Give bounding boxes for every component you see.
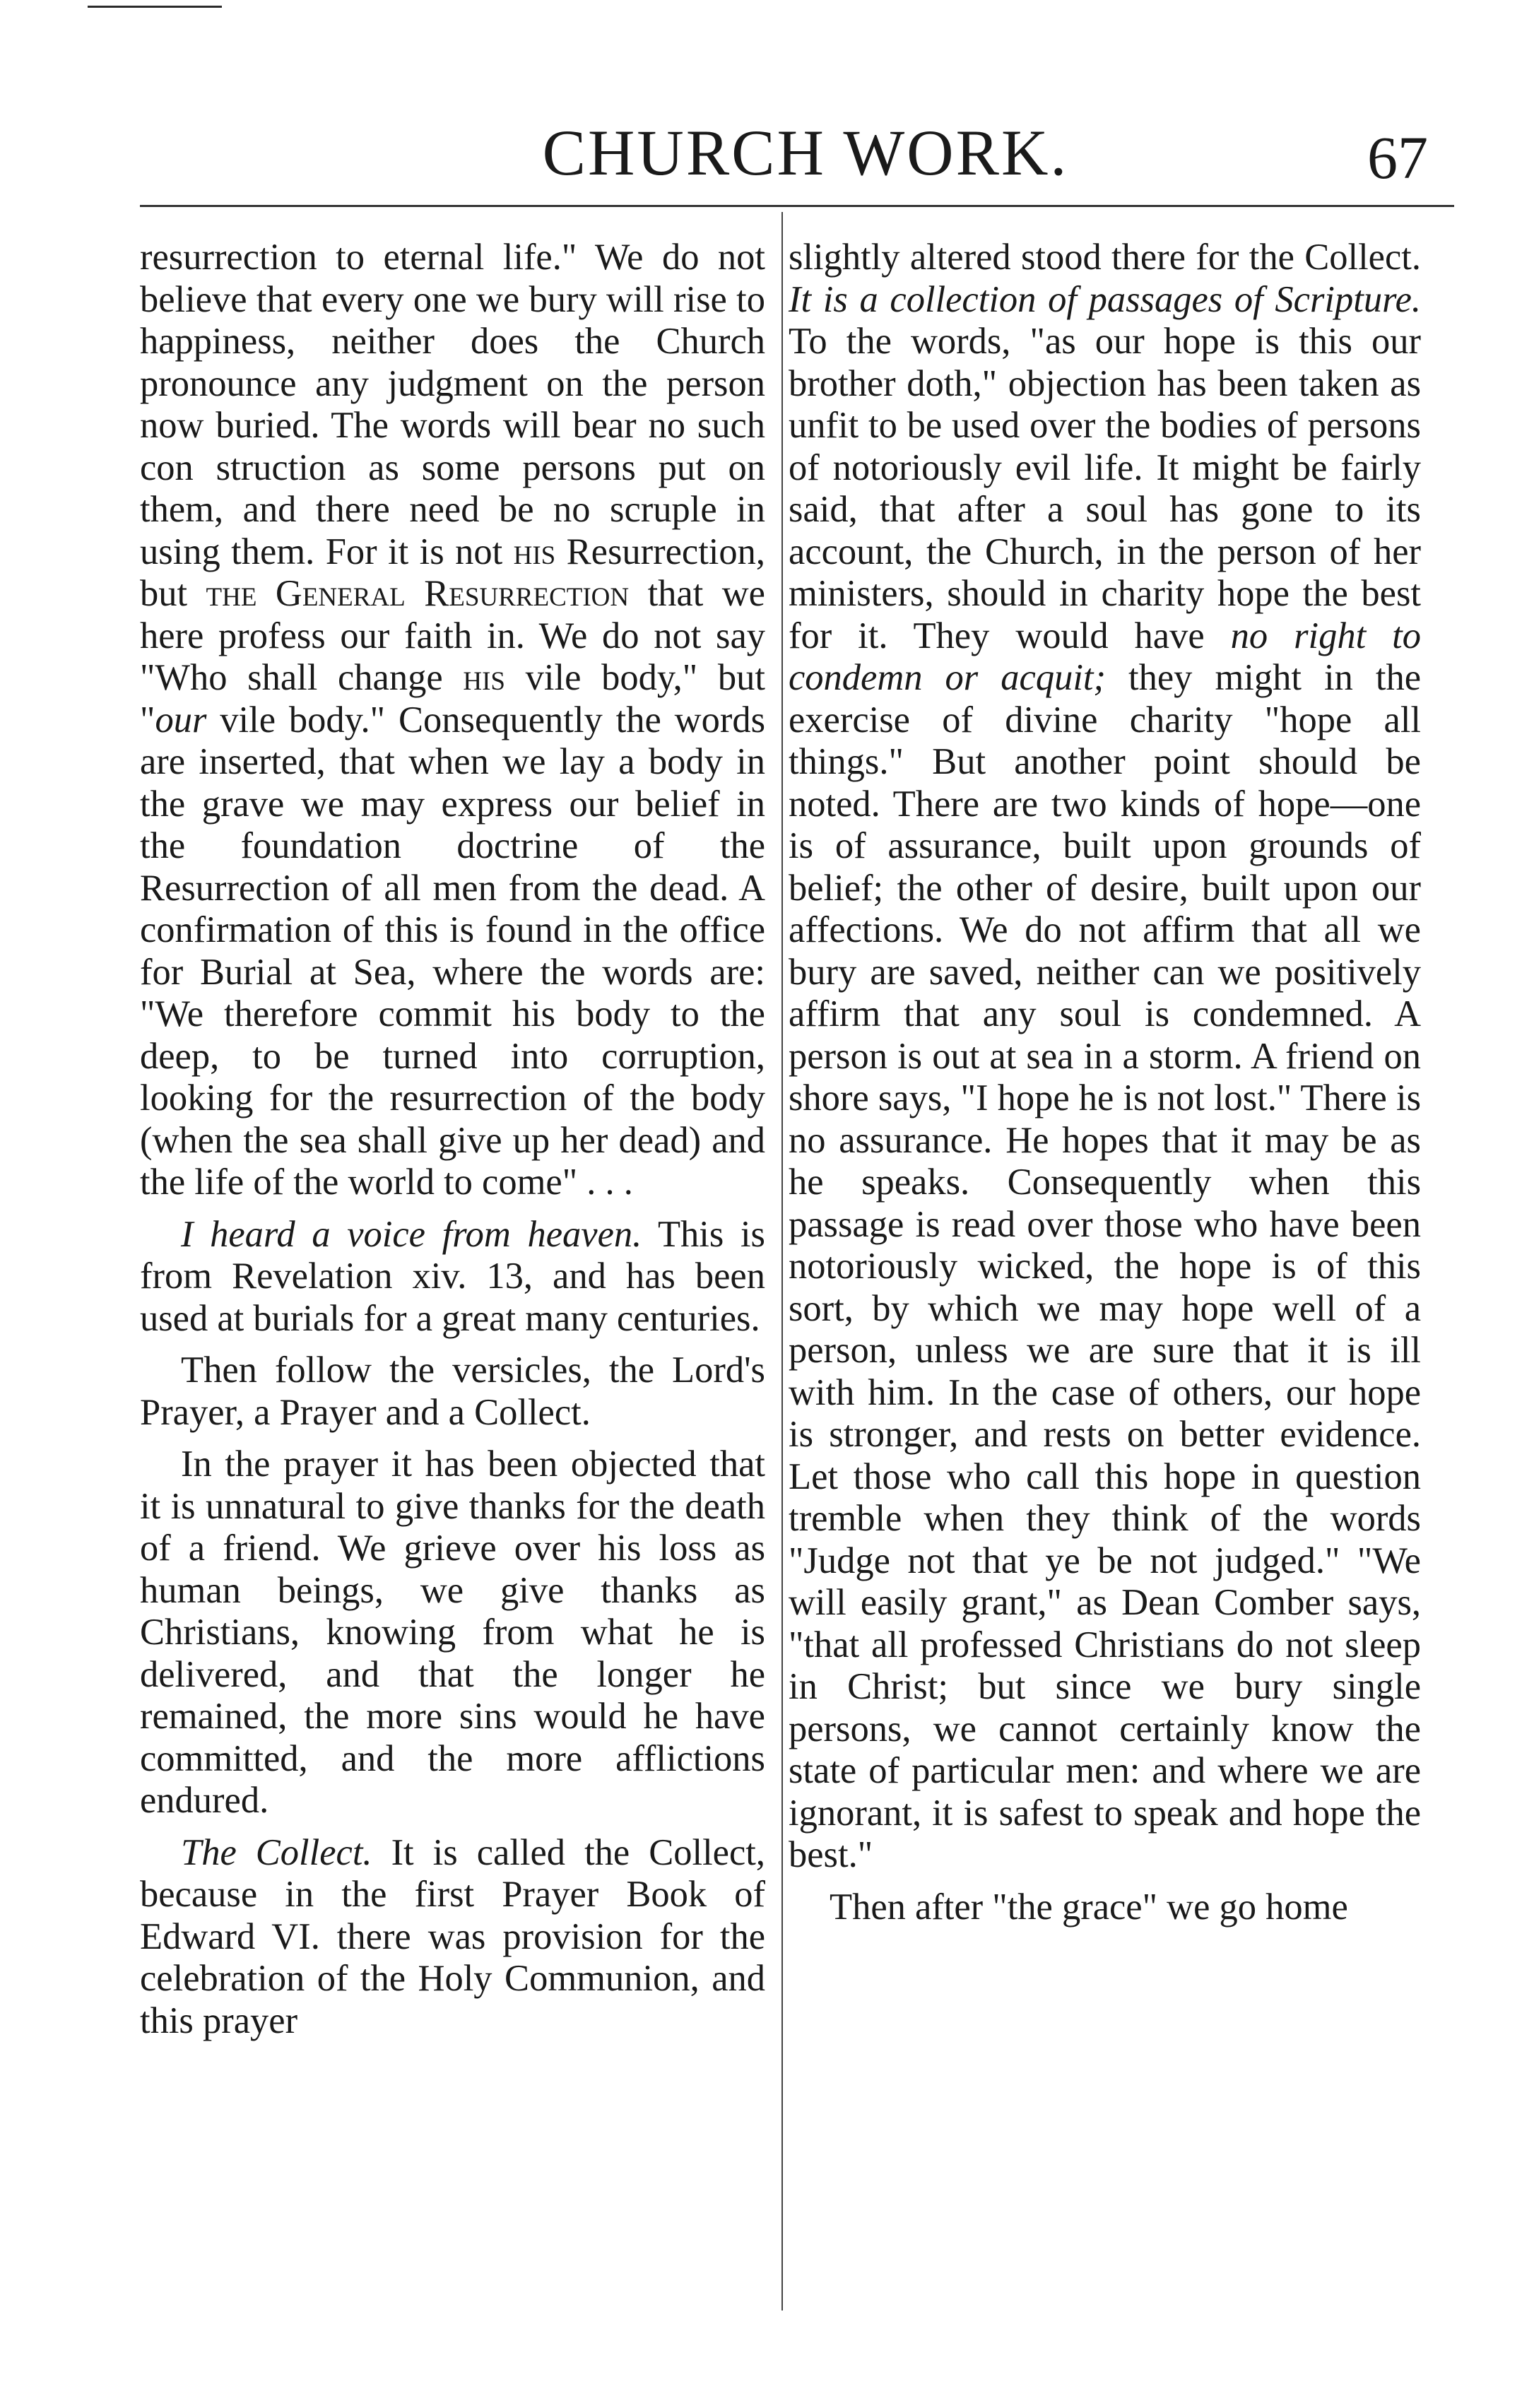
running-title: CHURCH WORK.: [542, 117, 1069, 189]
page-header: [0, 117, 1534, 205]
left-paragraph-3: Then follow the versicles, the Lord's Prayer, a Prayer and a Collect.: [140, 1350, 765, 1433]
column-divider: [781, 212, 783, 2310]
right-paragraph-2: Then after "the grace" we go home: [830, 1886, 1348, 1928]
left-column: [140, 237, 765, 2042]
page-number: 67: [1367, 124, 1428, 191]
right-paragraph-1: slightly altered stood there for the Collect. It is a collection of passages of Scripture. To the words, "as our hope is this our brother doth," objection has been taken as unfit to be used over the bodies of persons of notoriously evil life. It might be fairly said, that after a soul has gone to its account, the Church, in the person of her ministers, should in charity hope the best for it. They would have no right to condemn or acquit; they might in the exercise of divine charity "hope all things." But another point should be noted. There are two kinds of hope—one is of assurance, built upon grounds of belief; the other of desire, built upon our affections. We do not affirm that all we bury are saved, neither can we positively affirm that any soul is condemned. A person is out at sea in a storm. A friend on shore says, "I hope he is not lost." There is no assurance. He hopes that it may be as he speaks. Consequently when this passage is read over those who have been notoriously wicked, the hope is of this sort, by which we may hope well of a person, unless we are sure that it is ill with him. In the case of others, our hope is stronger, and rests on better evidence. Let those who call this hope in question tremble when they think of the words "Judge not that ye be not judged." "We will easily grant," as Dean Comber says, "that all professed Christians do not sleep in Christ; but since we bury single persons, we cannot certainly know the state of particular men: and where we are ignorant, it is safest to speak and hope the best.": [789, 237, 1422, 1875]
right-column: [789, 237, 1421, 1928]
header-rule: [140, 205, 1454, 207]
left-paragraph-5: The Collect. It is called the Collect, because in the first Prayer Book of Edward VI. there was provision for the celebration of the Holy Communion, and this prayer: [140, 1831, 766, 2041]
top-rule-mark: [88, 6, 222, 8]
left-paragraph-4: In the prayer it has been objected that it is unnatural to give thanks for the death of a friend. We grieve over his loss as human beings, we give thanks as Christians, knowing from what he is delivered, and that the longer he remained, the more sins would he have committed, and the more afflictions endured.: [140, 1444, 765, 1821]
left-paragraph-2: I heard a voice from heaven. This is from Revelation xiv. 13, and has been used at burials for a great many centuries.: [140, 1213, 765, 1339]
left-paragraph-1: resurrection to eternal life." We do not believe that every one we bury will rise to happiness, neither does the Church pronounce any judgment on the person now buried. The words will bear no such con struction as some persons put on them, and there need be no scruple in using them. For it is not his Resurrection, but the General Resurrection that we here profess our faith in. We do not say "Who shall change his vile body," but "our vile body." Consequently the words are inserted, that when we lay a body in the grave we may express our belief in the foundation doctrine of the Resurrection of all men from the dead. A confirmation of this is found in the office for Burial at Sea, where the words are: "We therefore commit his body to the deep, to be turned into corruption, looking for the resurrection of the body (when the sea shall give up her dead) and the life of the world to come" . . .: [140, 237, 766, 1203]
